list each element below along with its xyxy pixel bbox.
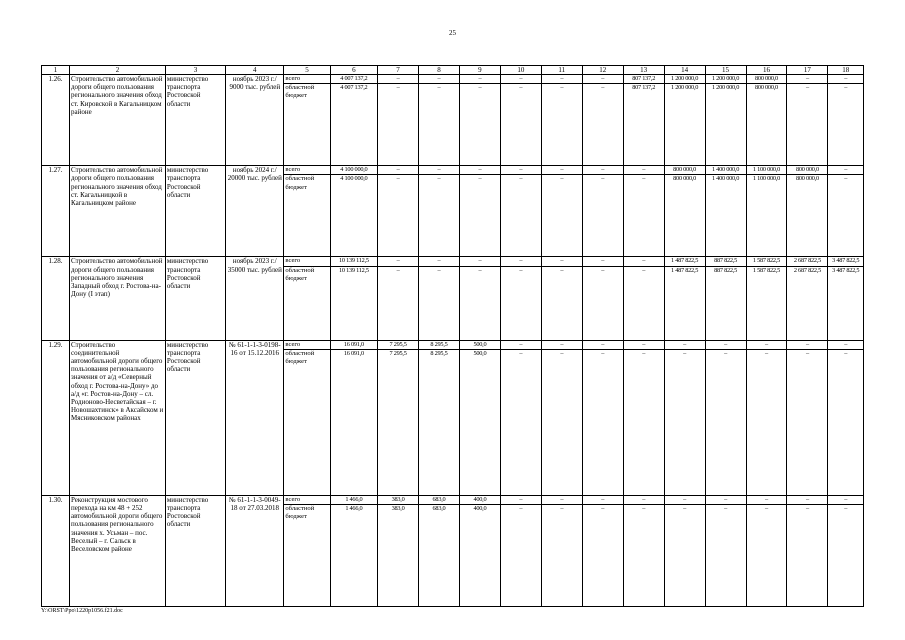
header-cell: 8 [419,66,460,75]
header-cell: 10 [500,66,541,75]
amount-cell: – [582,340,623,349]
amount-cell: – [541,75,582,84]
object-name: Строительство автомобильной дороги общего пользования регионального значения Западный обход г. Ростова-на-Дону (I этап) [70,257,166,340]
amount-cell: 2 687 822,5 [787,257,828,266]
amount-cell: – [419,175,460,257]
table-row [42,166,864,175]
amount-cell: – [541,166,582,175]
amount-cell: – [378,75,419,84]
amount-cell: – [500,175,541,257]
amount-cell: 1 100 000,0 [746,175,787,257]
amount-cell: 800 000,0 [746,84,787,166]
amount-cell: – [419,84,460,166]
amount-cell: – [500,257,541,266]
header-cell: 12 [582,66,623,75]
amount-cell: – [500,495,541,504]
responsible-org: министерство транспорта Ростовской области [165,495,225,606]
header-cell: 17 [787,66,828,75]
project-info: № 61-1-1-3-0198-16 от 15.12.2016 [226,340,284,495]
amount-cell: – [623,257,664,266]
amount-cell: – [500,266,541,340]
amount-cell: – [746,349,787,495]
amount-cell: – [828,495,864,504]
project-info: № 61-1-1-3-0049-18 от 27.03.2018 [226,495,284,606]
amount-cell: – [746,340,787,349]
amount-cell: – [582,349,623,495]
table-body [42,66,864,607]
amount-cell: 807 137,2 [623,75,664,84]
amount-cell: – [419,75,460,84]
funding-source: областной бюджет [284,266,330,340]
amount-cell: 1 466,0 [330,505,377,607]
amount-cell: 807 137,2 [623,84,664,166]
amount-cell: 500,0 [459,349,500,495]
amount-cell: – [541,257,582,266]
amount-cell: 3 487 822,5 [828,257,864,266]
amount-cell: 8 295,5 [419,349,460,495]
funding-source: всего [284,257,330,266]
amount-cell: – [582,257,623,266]
funding-source: всего [284,340,330,349]
amount-cell: 10 139 112,5 [330,257,377,266]
amount-cell: – [664,349,705,495]
amount-cell: 683,0 [419,495,460,504]
amount-cell: – [419,166,460,175]
amount-cell: – [623,340,664,349]
amount-cell: – [664,505,705,607]
amount-cell: – [828,166,864,175]
funding-source: областной бюджет [284,505,330,607]
amount-cell: – [623,166,664,175]
header-cell: 6 [330,66,377,75]
amount-cell: 800 000,0 [664,175,705,257]
row-number: 1.30. [42,495,70,606]
amount-cell: 1 587 822,5 [746,266,787,340]
amount-cell: 4 100 000,0 [330,175,377,257]
row-number: 1.27. [42,166,70,257]
amount-cell: 1 587 822,5 [746,257,787,266]
amount-cell: 16 091,0 [330,349,377,495]
amount-cell: 383,0 [378,495,419,504]
amount-cell: 500,0 [459,340,500,349]
amount-cell: 1 200 000,0 [664,84,705,166]
amount-cell: 800 000,0 [787,175,828,257]
amount-cell: – [787,84,828,166]
amount-cell: 400,0 [459,495,500,504]
header-cell: 5 [284,66,330,75]
file-path-footer: Y:\ORST\Ppo\1220p1056.f21.doc [41,608,123,614]
amount-cell: – [459,166,500,175]
amount-cell: 887 822,5 [705,257,746,266]
amount-cell: – [378,175,419,257]
header-cell: 2 [70,66,166,75]
page-number: 25 [449,29,456,37]
amount-cell: – [582,495,623,504]
amount-cell: – [705,505,746,607]
amount-cell: 1 200 000,0 [664,75,705,84]
amount-cell: – [705,340,746,349]
amount-cell: 1 200 000,0 [705,84,746,166]
header-cell: 7 [378,66,419,75]
funding-source: областной бюджет [284,84,330,166]
amount-cell: – [378,257,419,266]
funding-source: всего [284,75,330,84]
header-cell: 9 [459,66,500,75]
amount-cell: 800 000,0 [664,166,705,175]
responsible-org: министерство транспорта Ростовской области [165,257,225,340]
amount-cell: – [500,340,541,349]
amount-cell: – [664,495,705,504]
amount-cell: – [787,505,828,607]
amount-cell: 7 295,5 [378,349,419,495]
amount-cell: – [623,495,664,504]
amount-cell: – [746,505,787,607]
amount-cell: – [787,495,828,504]
table-row [42,75,864,84]
amount-cell: – [828,175,864,257]
amount-cell: – [623,505,664,607]
amount-cell: 4 100 000,0 [330,166,377,175]
table-row [42,340,864,349]
object-name: Строительство автомобильной дороги общего пользования регионального значения обход ст. Кагальницкой в Кагальницком районе [70,166,166,257]
amount-cell: – [582,84,623,166]
amount-cell: – [500,75,541,84]
amount-cell: – [582,166,623,175]
responsible-org: министерство транспорта Ростовской области [165,166,225,257]
header-cell: 18 [828,66,864,75]
amount-cell: – [541,349,582,495]
amount-cell: – [378,266,419,340]
amount-cell: – [378,84,419,166]
project-info: ноябрь 2024 г./ 20000 тыс. рублей [226,166,284,257]
header-cell: 13 [623,66,664,75]
amount-cell: – [623,349,664,495]
amount-cell: 800 000,0 [746,75,787,84]
amount-cell: – [828,505,864,607]
amount-cell: – [459,84,500,166]
responsible-org: министерство транспорта Ростовской области [165,340,225,495]
header-cell: 15 [705,66,746,75]
amount-cell: – [705,349,746,495]
header-cell: 3 [165,66,225,75]
amount-cell: – [582,505,623,607]
amount-cell: – [787,75,828,84]
amount-cell: 16 091,0 [330,340,377,349]
amount-cell: – [500,505,541,607]
amount-cell: – [500,84,541,166]
amount-cell: – [541,175,582,257]
row-number: 1.26. [42,75,70,166]
header-cell: 14 [664,66,705,75]
amount-cell: – [623,266,664,340]
amount-cell: – [459,266,500,340]
header-cell: 11 [541,66,582,75]
amount-cell: – [500,166,541,175]
row-number: 1.29. [42,340,70,495]
header-cell: 1 [42,66,70,75]
project-info: ноябрь 2023 г./ 35000 тыс. рублей [226,257,284,340]
amount-cell: – [664,340,705,349]
amount-cell: – [582,266,623,340]
amount-cell: – [541,84,582,166]
amount-cell: – [541,505,582,607]
amount-cell: – [828,340,864,349]
amount-cell: 1 200 000,0 [705,75,746,84]
amount-cell: 4 007 137,2 [330,84,377,166]
amount-cell: – [828,349,864,495]
amount-cell: – [787,340,828,349]
object-name: Строительство автомобильной дороги общего пользования регионального значения обход ст. Кировской в Кагальницком районе [70,75,166,166]
funding-source: областной бюджет [284,175,330,257]
amount-cell: 800 000,0 [787,166,828,175]
amount-cell: – [828,75,864,84]
amount-cell: – [828,84,864,166]
amount-cell: 1 100 000,0 [746,166,787,175]
amount-cell: 1 487 822,5 [664,257,705,266]
amount-cell: 1 400 000,0 [705,166,746,175]
amount-cell: 10 139 112,5 [330,266,377,340]
funding-source: всего [284,495,330,504]
funding-source: всего [284,166,330,175]
amount-cell: 887 822,5 [705,266,746,340]
table-row [42,257,864,266]
amount-cell: 8 295,5 [419,340,460,349]
amount-cell: – [419,266,460,340]
amount-cell: 383,0 [378,505,419,607]
amount-cell: – [541,340,582,349]
amount-cell: 7 295,5 [378,340,419,349]
amount-cell: 2 687 822,5 [787,266,828,340]
amount-cell: – [378,166,419,175]
amount-cell: – [459,75,500,84]
amount-cell: – [746,495,787,504]
table-row [42,495,864,504]
responsible-org: министерство транспорта Ростовской области [165,75,225,166]
amount-cell: – [582,175,623,257]
amount-cell: 400,0 [459,505,500,607]
header-cell: 16 [746,66,787,75]
amount-cell: – [705,495,746,504]
amount-cell: – [459,257,500,266]
amount-cell: – [787,349,828,495]
amount-cell: – [623,175,664,257]
amount-cell: – [541,266,582,340]
amount-cell: 683,0 [419,505,460,607]
amount-cell: 3 487 822,5 [828,266,864,340]
amount-cell: – [541,495,582,504]
amount-cell: 1 400 000,0 [705,175,746,257]
program-table [41,65,864,607]
row-number: 1.28. [42,257,70,340]
amount-cell: 1 466,0 [330,495,377,504]
amount-cell: 4 007 137,2 [330,75,377,84]
amount-cell: – [500,349,541,495]
header-row [42,66,864,75]
project-info: ноябрь 2023 г./ 9000 тыс. рублей [226,75,284,166]
object-name: Строительство соединительной автомобильной дороги общего пользования регионального значения от а/д «Северный обход г. Ростова-на-Дону» до а/д «г. Ростов-на-Дону – сл. Родионово-Несветайская – г. Новошахтинск» в Аксайском и Мясниковском районах [70,340,166,495]
amount-cell: – [459,175,500,257]
funding-source: областной бюджет [284,349,330,495]
header-cell: 4 [226,66,284,75]
amount-cell: – [419,257,460,266]
amount-cell: – [582,75,623,84]
object-name: Реконструкция мостового перехода на км 48 + 252 автомобильной дороги общего пользования регионального значения х. Усьман – пос. Веселый – г. Сальск в Веселовском районе [70,495,166,606]
amount-cell: 1 487 822,5 [664,266,705,340]
